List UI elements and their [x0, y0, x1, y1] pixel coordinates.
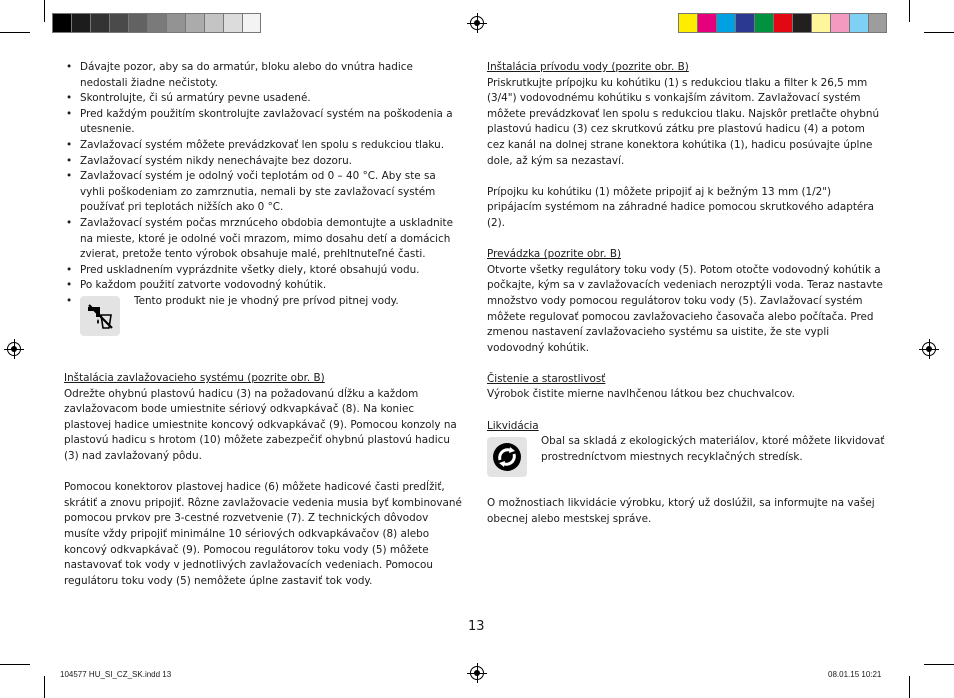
color-swatch: [128, 13, 147, 33]
registration-mark-icon: [470, 666, 484, 680]
color-swatch: [868, 13, 887, 33]
list-item: • Dávajte pozor, aby sa do armatúr, bloku alebo do vnútra hadice nedostali žiadne nečistoty.: [64, 60, 462, 91]
paragraph: Odrežte ohybnú plastovú hadicu (3) na požadovanú dĺžku a každom zavlažovacom bode umiestnite sériový odkvapkávač (8). Na koniec plastovej hadice umiestnite koncový odkvapkávač (9). Pomocou konzoly na plastovú hadicu s hrotom (10) môžete zabezpečiť ohybnú plastovú hadicu (3) nad zavlažovaný pôdu.: [64, 387, 457, 463]
color-swatch: [52, 13, 71, 33]
paragraph: Obal sa skladá z ekologických materiálov, ktoré môžete likvidovať prostredníctvom miestnych recyklačných stredísk.: [541, 435, 885, 463]
color-swatch: [185, 13, 204, 33]
paragraph: Prípojku ku kohútiku (1) môžete pripojiť aj k bežným 13 mm (1/2") pripájacím systémom na záhradné hadice pomocou skrutkového adaptéra (2).: [487, 185, 874, 229]
color-swatch: [71, 13, 90, 33]
color-swatch: [109, 13, 128, 33]
list-item: • Zavlažovací systém nikdy nenechávajte bez dozoru.: [64, 154, 462, 170]
section-heading: Likvidácia: [487, 419, 539, 432]
color-swatch: [223, 13, 242, 33]
footer-date: 08.01.15 10:21: [828, 670, 882, 679]
section-heading: Čistenie a starostlivosť: [487, 372, 606, 385]
color-swatch: [678, 13, 697, 33]
list-item: • Pred uskladnením vyprázdnite všetky diely, ktoré obsahujú vodu.: [64, 263, 462, 279]
color-swatch: [792, 13, 811, 33]
disposal-block: [487, 434, 885, 496]
color-swatch: [90, 13, 109, 33]
color-swatch: [773, 13, 792, 33]
no-drinking-water-icon: [80, 296, 120, 336]
color-swatch: [754, 13, 773, 33]
registration-mark-icon: [922, 342, 936, 356]
footer-file-name: 104577 HU_SI_CZ_SK.indd 13: [60, 670, 172, 679]
color-swatch: [147, 13, 166, 33]
list-item: • Zavlažovací systém môžete prevádzkovať len spolu s redukciou tlaku.: [64, 138, 462, 154]
left-column: [64, 60, 462, 589]
list-item: • Zavlažovací systém je odolný voči teplotám od 0 – 40 °C. Aby ste sa vyhli poškodeniam zo zamrznutia, nemali by ste zavlažovací systém používať pri teplotách nižších ako 0 °C.: [64, 169, 462, 216]
color-swatch: [204, 13, 223, 33]
registration-mark-icon: [470, 16, 484, 30]
warning-text: • Tento produkt nie je vhodný pre prívod pitnej vody.: [134, 294, 399, 307]
paragraph: O možnostiach likvidácie výrobku, ktorý už doslúžil, sa informujte na vašej obecnej alebo mestskej správe.: [487, 497, 875, 525]
section-heading: Prevádzka (pozrite obr. B): [487, 248, 622, 261]
grayscale-color-bar: [52, 13, 261, 33]
color-swatch: [166, 13, 185, 33]
paragraph: Otvorte všetky regulátory toku vody (5). Potom otočte vodovodný kohútik a počkajte, kým sa v zavlažovacích vedeniach nerozptýli voda. Teraz nastavte množstvo vody pomocou regulátorov toku vody (5). Zavlažovací systém môžete regulovať pomocou zavlažovacieho časovača alebo počítača. Pred zmenou nastavení zavlažovacieho systému sa uistite, že ste vypli vodovodný kohútik.: [487, 263, 883, 354]
crop-mark: [44, 676, 45, 698]
list-item: • Po každom použití zatvorte vodovodný kohútik.: [64, 278, 462, 294]
crop-mark: [909, 0, 910, 22]
crop-mark: [0, 664, 30, 665]
list-item-warning: [64, 294, 462, 340]
crop-mark: [44, 0, 45, 22]
color-swatch: [830, 13, 849, 33]
paragraph: Výrobok čistite mierne navlhčenou látkou bez chuchvalcov.: [487, 388, 795, 401]
list-item: • Skontrolujte, či sú armatúry pevne usadené.: [64, 91, 462, 107]
process-color-bar: [678, 13, 887, 33]
section-heading: Inštalácia zavlažovacieho systému (pozrite obr. B): [64, 372, 325, 385]
section-heading: Inštalácia prívodu vody (pozrite obr. B): [487, 61, 689, 73]
color-swatch: [242, 13, 261, 33]
list-item: • Pred každým použitím skontrolujte zavlažovací systém na poškodenia a utesnenie.: [64, 107, 462, 138]
color-swatch: [735, 13, 754, 33]
recycling-icon: [487, 437, 527, 477]
right-column: [487, 60, 885, 527]
color-swatch: [811, 13, 830, 33]
paragraph: Pomocou konektorov plastovej hadice (6) môžete hadicové časti predĺžiť, skrátiť a znovu pripojiť. Rôzne zavlažovacie vedenia musia byť kombinované pomocou prvkov pre 3-cestné rozvetvenie (7). Z technických dôvodov musíte vždy pripojiť minimálne 10 sériových odkvapkávačov (8) alebo koncový odkvapkávač (9). Pomocou regulátorov toku vody (5) môžete nastavovať tok vody v jednotlivých zavlažovacích vedeniach. Pomocou regulátoru toku vody (5) nemôžete úplne zastaviť tok vody.: [64, 481, 462, 587]
crop-mark: [0, 32, 30, 33]
list-item: • Zavlažovací systém počas mrznúceho obdobia demontujte a uskladnite na mieste, ktoré je odolné voči mrazom, mimo dosahu detí a domácich zvierat, pretože tento výrobok obsahuje malé, prehltnuteľné časti.: [64, 216, 462, 263]
crop-mark: [924, 32, 954, 33]
paragraph: Priskrutkujte prípojku ku kohútiku (1) s redukciou tlaku a filter k 26,5 mm (3/4") vodovodnému kohútiku s vonkajším závitom. Zavlažovací systém môžete prevádzkovať len spolu s redukciou tlaku. Najskôr pretlačte ohybnú plastovú hadicu (3) cez skrutkovú zátku pre plastovú hadicu (4) a potom cez kanál na dolnej strane konektora kohútika (1), hadicu posúvajte úplne dole, až kým sa nezastaví.: [487, 76, 880, 167]
registration-mark-icon: [7, 342, 21, 356]
crop-mark: [924, 664, 954, 665]
color-swatch: [849, 13, 868, 33]
crop-mark: [909, 676, 910, 698]
page-number: 13: [468, 619, 485, 634]
color-swatch: [716, 13, 735, 33]
color-swatch: [697, 13, 716, 33]
safety-list: [64, 60, 462, 340]
